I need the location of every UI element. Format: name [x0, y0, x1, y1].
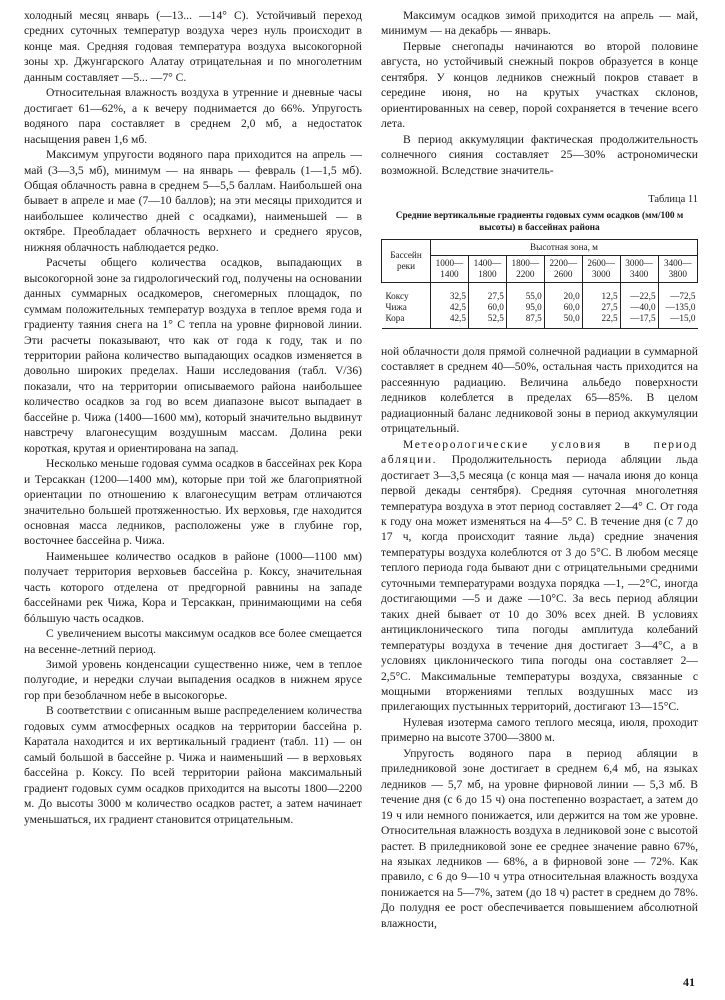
- table-column-header: 1800—2200: [506, 256, 544, 283]
- table-header-zone: Высотная зона, м: [431, 240, 698, 256]
- table-cell: 60,0: [468, 302, 506, 313]
- table-cell: —15,0: [658, 313, 697, 329]
- right-paragraph-6: Нулевая изотерма самого теплого месяца, июля, проходит примерно на высоте 3700—3800 м.: [381, 715, 698, 745]
- table-cell: 32,5: [431, 283, 469, 303]
- right-paragraph-3: В период аккумуляции фактическая продолжительность солнечного сияния составляет 25—30% астрономически возможной. Вследствие значитель-: [381, 132, 698, 177]
- left-column: [24, 8, 362, 827]
- table-row: [382, 313, 698, 329]
- table-column-header: 3000—3400: [620, 256, 658, 283]
- table-cell: 12,5: [582, 283, 620, 303]
- table-cell: —135,0: [658, 302, 697, 313]
- table-title: Средние вертикальные градиенты годовых сумм осадков (мм/100 м высоты) в бассейнах района: [395, 211, 684, 233]
- table-cell: 42,5: [431, 313, 469, 329]
- table-cell: —72,5: [658, 283, 697, 303]
- table-cell: —22,5: [620, 283, 658, 303]
- left-paragraph-3: Максимум упругости водяного пара приходится на апрель — май (3—3,5 мб), минимум — на январь — февраль (1—1,5 мб). Общая облачность равна в среднем 5—5,5 баллам. Наибольшей она бывает в апреле и мае (7—10 баллов); на эти месяцы приходится и наибольшее количество дней с осадками), наименьшей — в октябре. Преобладает облачность верхнего и среднего ярусов, нижняя облачность наблюдается редко.: [24, 148, 362, 254]
- table-cell: 42,5: [431, 302, 469, 313]
- left-paragraph-5: Несколько меньше годовая сумма осадков в бассейнах рек Кора и Терсаккан (1200—1400 мм), которые при той же благоприятной ориентации по отношению к влагонесущим ветрам отличаются значительно большей протяженностью. Их верховья, где находится основная масса ледников, расположены уже в глубине гор, восточнее бассейна р. Чижа.: [24, 457, 362, 548]
- left-paragraph-2: Относительная влажность воздуха в утренние и дневные часы достигает 61—62%, а к вечеру поднимается до 66%. Упругость водяного пара составляет в среднем 2,0 мб, а недостаток насыщения равен 1,6 мб.: [24, 86, 362, 146]
- table-number: Таблица 11: [648, 193, 698, 205]
- table-cell-basin: Кора: [382, 313, 431, 329]
- table-cell: 55,0: [506, 283, 544, 303]
- right-paragraph-1: Максимум осадков зимой приходится на апрель — май, минимум — на декабрь — январь.: [381, 9, 698, 38]
- table-cell: 22,5: [582, 313, 620, 329]
- table-cell: 52,5: [468, 313, 506, 329]
- table-cell: 27,5: [468, 283, 506, 303]
- section-heading: Метеорологические условия в период абляции.: [381, 437, 698, 467]
- table-row: [382, 302, 698, 313]
- table-cell: 20,0: [544, 283, 582, 303]
- table-cell: 27,5: [582, 302, 620, 313]
- right-column-bottom: [381, 344, 698, 931]
- table-row: [382, 283, 698, 303]
- left-paragraph-6: Наименьшее количество осадков в районе (1000—1100 мм) получает территория верховьев бассейна р. Коксу, значительная часть которого отделена от предгорной равнины на западе бассейнами рек Чижа, Кора и Терсаккан, принимающими на себя бóльшую часть осадков.: [24, 549, 362, 625]
- left-paragraph-7: С увеличением высоты максимум осадков все более смещается на весенне-летний период.: [24, 627, 362, 656]
- table-cell: 87,5: [506, 313, 544, 329]
- gradient-table: [381, 239, 698, 329]
- left-paragraph-1: холодный месяц январь (—13... —14° С). Устойчивый переход средних суточных температур воздуха через нуль происходит в конце мая. Средняя годовая температура воздуха высокогорной зоны хр. Джунгарского Алатау отрицательная и по многолетним данным составляет —5... —7° С.: [24, 9, 362, 84]
- table-column-header: 2600—3000: [582, 256, 620, 283]
- right-paragraph-5: [381, 437, 698, 715]
- left-paragraph-8: Зимой уровень конденсации существенно ниже, чем в теплое полугодие, и нередки случаи выпадения осадков в нижнем ярусе гор при безоблачном небе в высокогорье.: [24, 658, 362, 702]
- table-column-header: 3400—3800: [658, 256, 697, 283]
- table-cell: 50,0: [544, 313, 582, 329]
- right-paragraph-2: Первые снегопады начинаются во второй половине августа, но устойчивый снежный покров образуется в конце сентября. У концов ледников снежный покров ставает в середине июня, но на крутых участках склонов, ориентированных на север, порой сохраняется в течение всего лета.: [381, 39, 698, 131]
- right-paragraph-5-text: Продолжительность периода абляции льда достигает 3—3,5 месяца (с конца мая — начала июня до конца первой декады сентября). Средняя суточная многолетняя температура воздуха в этот период составляет 2—4° С. От года к году она может изменяться на 4—5° С. В течение дня (с 7 до 17 ч, когда происходит таяние льда) средние значения температуры воздуха колеблются от 3 до 5°С. В любом месяце теплого периода года бывают дни с отрицательными средними суточными температурами воздуха порядка —1, —2°С, иногда достигающими —5 и даже —10°С. За весь период абляции таких дней бывает от 10 до 30% всех дней. В условиях антициклонического типа погоды амплитуда колебаний температуры воздуха в течение дня достигает 3—4°С, а в условиях циклонического типа погоды она составляет 2—2,5°С. Максимальные температуры воздуха, связанные с мощными вторжениями теплых воздушных масс из прилегающих пустынных территорий, достигают 13—15°С.: [381, 453, 698, 714]
- right-column-top: [381, 8, 698, 329]
- right-paragraph-4: ной облачности доля прямой солнечной радиации в суммарной составляет в среднем 40—50%, остальная часть приходится на рассеянную радиацию. Величина альбедо поверхности ледников колеблется в пределах 65—85%. В целом радиационный баланс ледниковой зоны в период аккумуляции отрицательный.: [381, 345, 698, 436]
- page-number: 41: [683, 975, 695, 989]
- table-column-header: 2200—2600: [544, 256, 582, 283]
- right-paragraph-7: Упругость водяного пара в период абляции в приледниковой зоне достигает в среднем 6,4 мб, на языках ледников — 5,7 мб, на уровне фирновой линии — 5,3 мб. В течение дня (с 6 до 15 ч) она постепенно возрастает, а затем до 19 ч или немного понижается, или держится на том же уровне. Относительная влажность воздуха в ледниковой зоне с высотой растет. В приледниковой зоне ее среднее значение равно 67%, на языках ледников — 68%, а в фирновой зоне — 72%. Как правило, с 6 до 9—10 ч утра относительная влажность воздуха понижается на 5—7%, затем (до 18 ч) растет в среднем до 78%. До полудня ее рост обеспечивается повышением абсолютной влажности,: [381, 746, 698, 930]
- table-cell: —17,5: [620, 313, 658, 329]
- table-cell: 60,0: [544, 302, 582, 313]
- table-header-basin: Бассейн реки: [382, 240, 431, 283]
- left-paragraph-9: В соответствии с описанным выше распределением количества годовых сумм атмосферных осадков на территории бассейна р. Каратала находится и их вертикальный градиент (табл. 11) — он самый большой в бассейне р. Чижа и наименьший — в верховьях бассейна р. Коксу. По всей территории района максимальный градиент годовых сумм осадков приходится на высоты 1800—2200 м. До высоты 3000 м количество осадков растет, а затем начинает уменьшаться, их градиент становится отрицательным.: [24, 704, 362, 826]
- left-paragraph-4: Расчеты общего количества осадков, выпадающих в высокогорной зоне за гидрологический год, получены на основании данных суммарных осадкомеров, снегомерных площадок, по суммам положительных температур воздуха в теплое время года и градиенту таяния снега на 1° С тепла на уровне фирновой линии. Эти расчеты показывают, что как от года к году, так и по территории района количество выпадающих осадков изменяется в довольно широких пределах. Наши исследования (табл. V/36) показали, что на территории описываемого района наибольшее количество осадков за год во всем диапазоне высот выпадает в бассейне р. Чижа (1400—1600 мм), который значительно выдвинут навстречу влагонесущим воздушным массам. Долина реки короткая, крутая и ориентирована на запад.: [24, 256, 362, 455]
- table-cell: 95,0: [506, 302, 544, 313]
- table-cell-basin: Коксу: [385, 291, 409, 302]
- table-column-header: 1400—1800: [468, 256, 506, 283]
- table-column-header: 1000—1400: [431, 256, 469, 283]
- table-cell: —40,0: [620, 302, 658, 313]
- table-cell-basin: Чижа: [385, 302, 407, 313]
